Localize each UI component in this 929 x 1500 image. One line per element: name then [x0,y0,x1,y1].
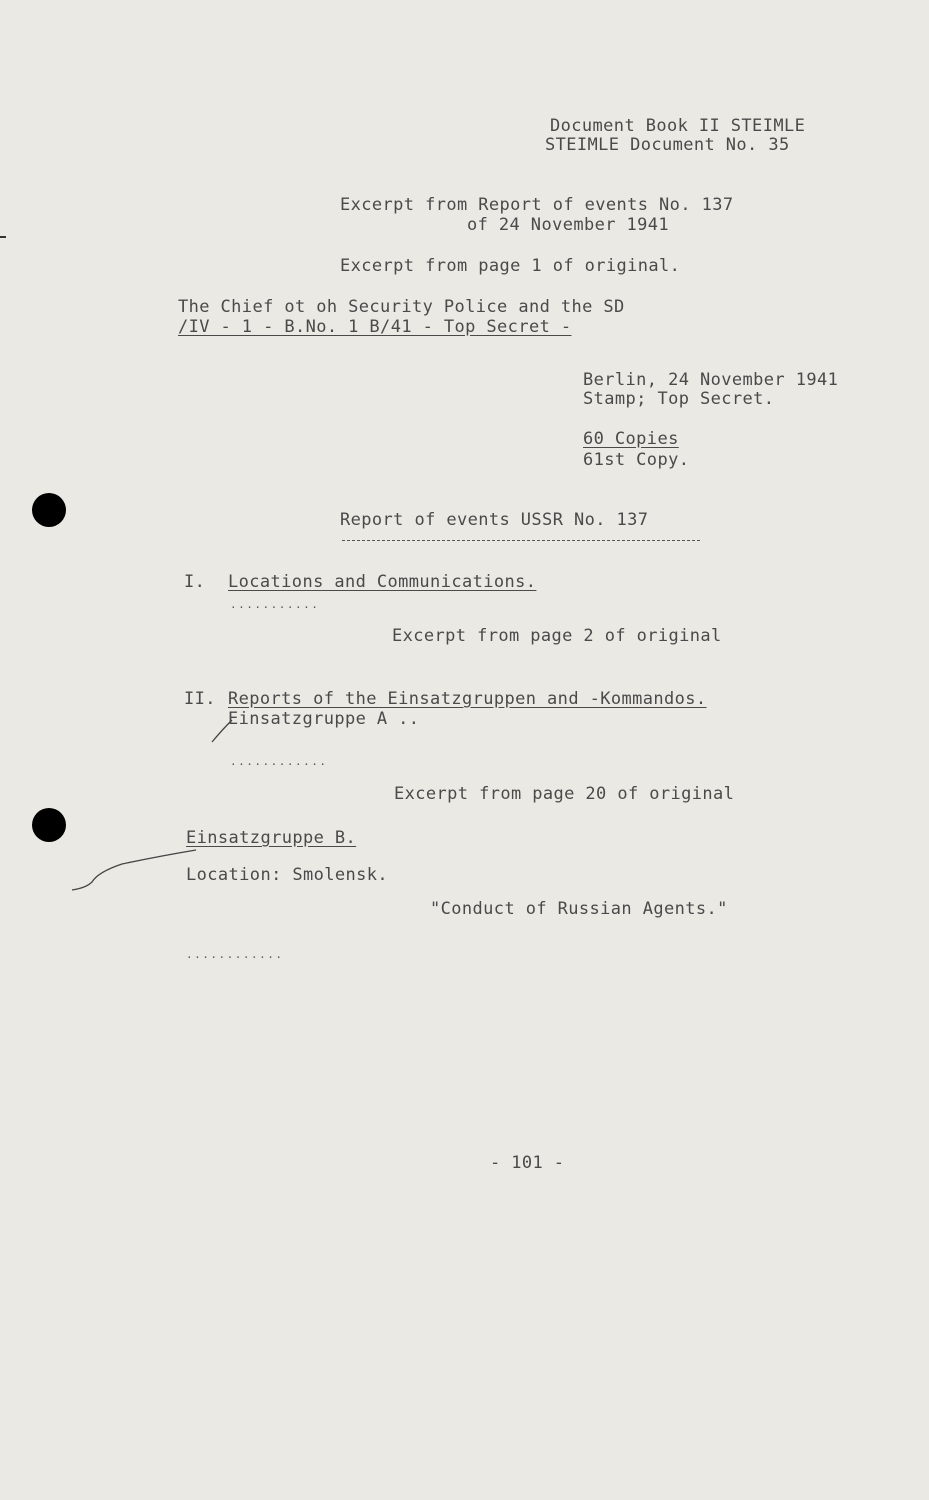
excerpt-page-20: Excerpt from page 20 of original [394,784,735,804]
header-line-2: STEIMLE Document No. 35 [545,135,790,155]
title-line-2: of 24 November 1941 [467,215,670,235]
section-2-title: Reports of the Einsatzgruppen and -Kommandos. [228,689,707,709]
section-2-numeral: II. [184,689,216,709]
section-1-ellipsis: ........... [230,598,320,611]
punch-hole-bottom [32,808,66,842]
copies-line: 60 Copies [583,429,679,449]
pencil-tick-mark [208,718,236,746]
sender-line-1: The Chief ot oh Security Police and the SD [178,297,625,317]
excerpt-page-1: Excerpt from page 1 of original. [340,256,681,276]
excerpt-page-2: Excerpt from page 2 of original [392,626,722,646]
report-heading: Report of events USSR No. 137 [340,510,649,530]
report-heading-rule [342,540,700,541]
section-3-ellipsis: ............ [186,948,284,961]
date-line: Berlin, 24 November 1941 [583,370,839,390]
header-line-1: Document Book II STEIMLE [550,116,806,136]
section-1-numeral: I. [184,572,206,592]
sender-line-2: /IV - 1 - B.No. 1 B/41 - Top Secret - [178,317,572,337]
page-number: - 101 - [490,1153,565,1173]
punch-hole-top [32,493,66,527]
section-3-quote: "Conduct of Russian Agents." [430,899,728,919]
section-1-title: Locations and Communications. [228,572,537,592]
section-2-ellipsis: ............ [230,755,328,768]
pencil-margin-mark [70,846,200,892]
section-3-location: Location: Smolensk. [186,865,389,885]
margin-mark [0,236,6,238]
stamp-line: Stamp; Top Secret. [583,389,775,409]
title-line-1: Excerpt from Report of events No. 137 [340,195,734,215]
section-3-group: Einsatzgruppe B. [186,828,357,848]
section-2-subgroup: Einsatzgruppe A .. [228,709,420,729]
copy-number-line: 61st Copy. [583,450,690,470]
